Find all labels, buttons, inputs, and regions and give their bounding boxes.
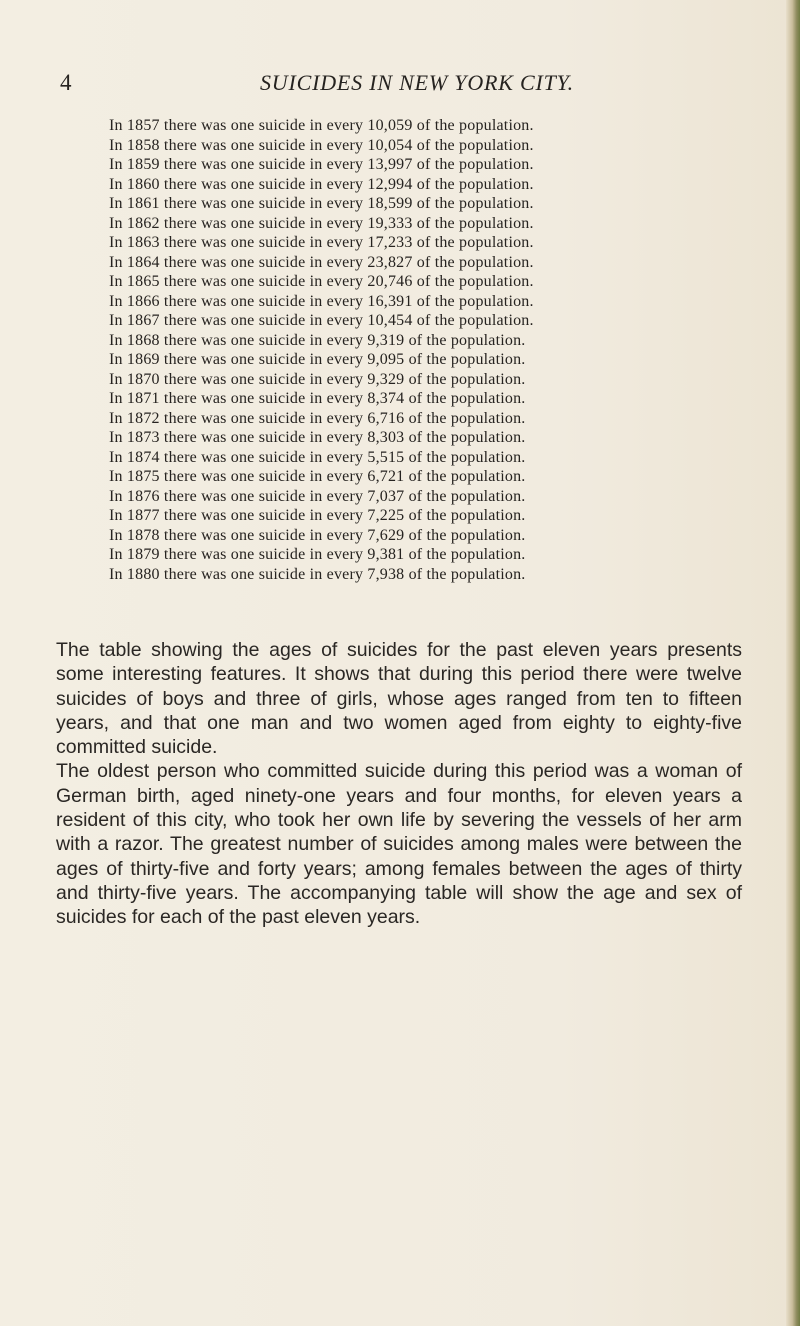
page-edge-shadow — [786, 0, 800, 1326]
stat-line-1866: In 1866 there was one suicide in every 16,391 of the population. — [109, 292, 534, 310]
stat-line-1859: In 1859 there was one suicide in every 13,997 of the population. — [109, 156, 534, 173]
body-text — [56, 638, 742, 930]
stat-line-1868: In 1868 there was one suicide in every 9,319 of the population. — [109, 331, 526, 349]
stat-line-1864: In 1864 there was one suicide in every 23,827 of the population. — [109, 253, 534, 271]
stat-line-1871: In 1871 there was one suicide in every 8,374 of the population. — [109, 390, 526, 407]
paragraph-oldest-suicide: The oldest person who committed suicide during this period was a woman of German birth, aged ninety-one years and four months, for eleven years a resident of this city, who took her own life by severing the vessels of her arm with a razor. The greatest number of suicides among males were between the ages of thirty-five and forty years; among females between the ages of thirty and thirty-five years. The accompanying table will show the age and sex of suicides for each of the past eleven years. — [56, 760, 742, 929]
stat-line-1880: In 1880 there was one suicide in every 7,938 of the population. — [109, 565, 526, 583]
page-number: 4 — [60, 70, 72, 95]
stat-line-1860: In 1860 there was one suicide in every 12,994 of the population. — [109, 175, 534, 193]
stat-line-1869: In 1869 there was one suicide in every 9,095 of the population. — [109, 351, 526, 368]
stat-line-1877: In 1877 there was one suicide in every 7,225 of the population. — [109, 507, 526, 524]
stat-line-1858: In 1858 there was one suicide in every 10,054 of the population. — [109, 136, 534, 154]
stat-line-1879: In 1879 there was one suicide in every 9,381 of the population. — [109, 546, 526, 563]
stat-line-1863: In 1863 there was one suicide in every 17,233 of the population. — [109, 234, 534, 251]
paragraph-age-table: The table showing the ages of suicides for the past eleven years presents some interesting features. It shows that during this period there were twelve suicides of boys and three of girls, whose ages ranged from ten to fifteen years, and that one man and two women aged from eighty to eighty-five committed suicide. — [56, 639, 742, 759]
page-header — [60, 68, 760, 98]
stat-line-1857: In 1857 there was one suicide in every 10,059 of the population. — [109, 117, 534, 134]
stat-line-1873: In 1873 there was one suicide in every 8,303 of the population. — [109, 429, 526, 446]
running-head: SUICIDES IN NEW YORK CITY. — [260, 70, 574, 95]
stat-line-1878: In 1878 there was one suicide in every 7,629 of the population. — [109, 526, 526, 544]
stat-line-1876: In 1876 there was one suicide in every 7,037 of the population. — [109, 487, 526, 505]
stat-line-1874: In 1874 there was one suicide in every 5,515 of the population. — [109, 448, 526, 466]
stat-line-1861: In 1861 there was one suicide in every 18,599 of the population. — [109, 195, 534, 212]
stat-line-1865: In 1865 there was one suicide in every 20,746 of the population. — [109, 273, 534, 290]
stat-line-1870: In 1870 there was one suicide in every 9,329 of the population. — [109, 370, 526, 388]
suicide-statistics-list — [109, 116, 709, 584]
stat-line-1872: In 1872 there was one suicide in every 6,716 of the population. — [109, 409, 526, 427]
stat-line-1867: In 1867 there was one suicide in every 10,454 of the population. — [109, 312, 534, 329]
stat-line-1875: In 1875 there was one suicide in every 6,721 of the population. — [109, 468, 526, 485]
stat-line-1862: In 1862 there was one suicide in every 19,333 of the population. — [109, 214, 534, 232]
